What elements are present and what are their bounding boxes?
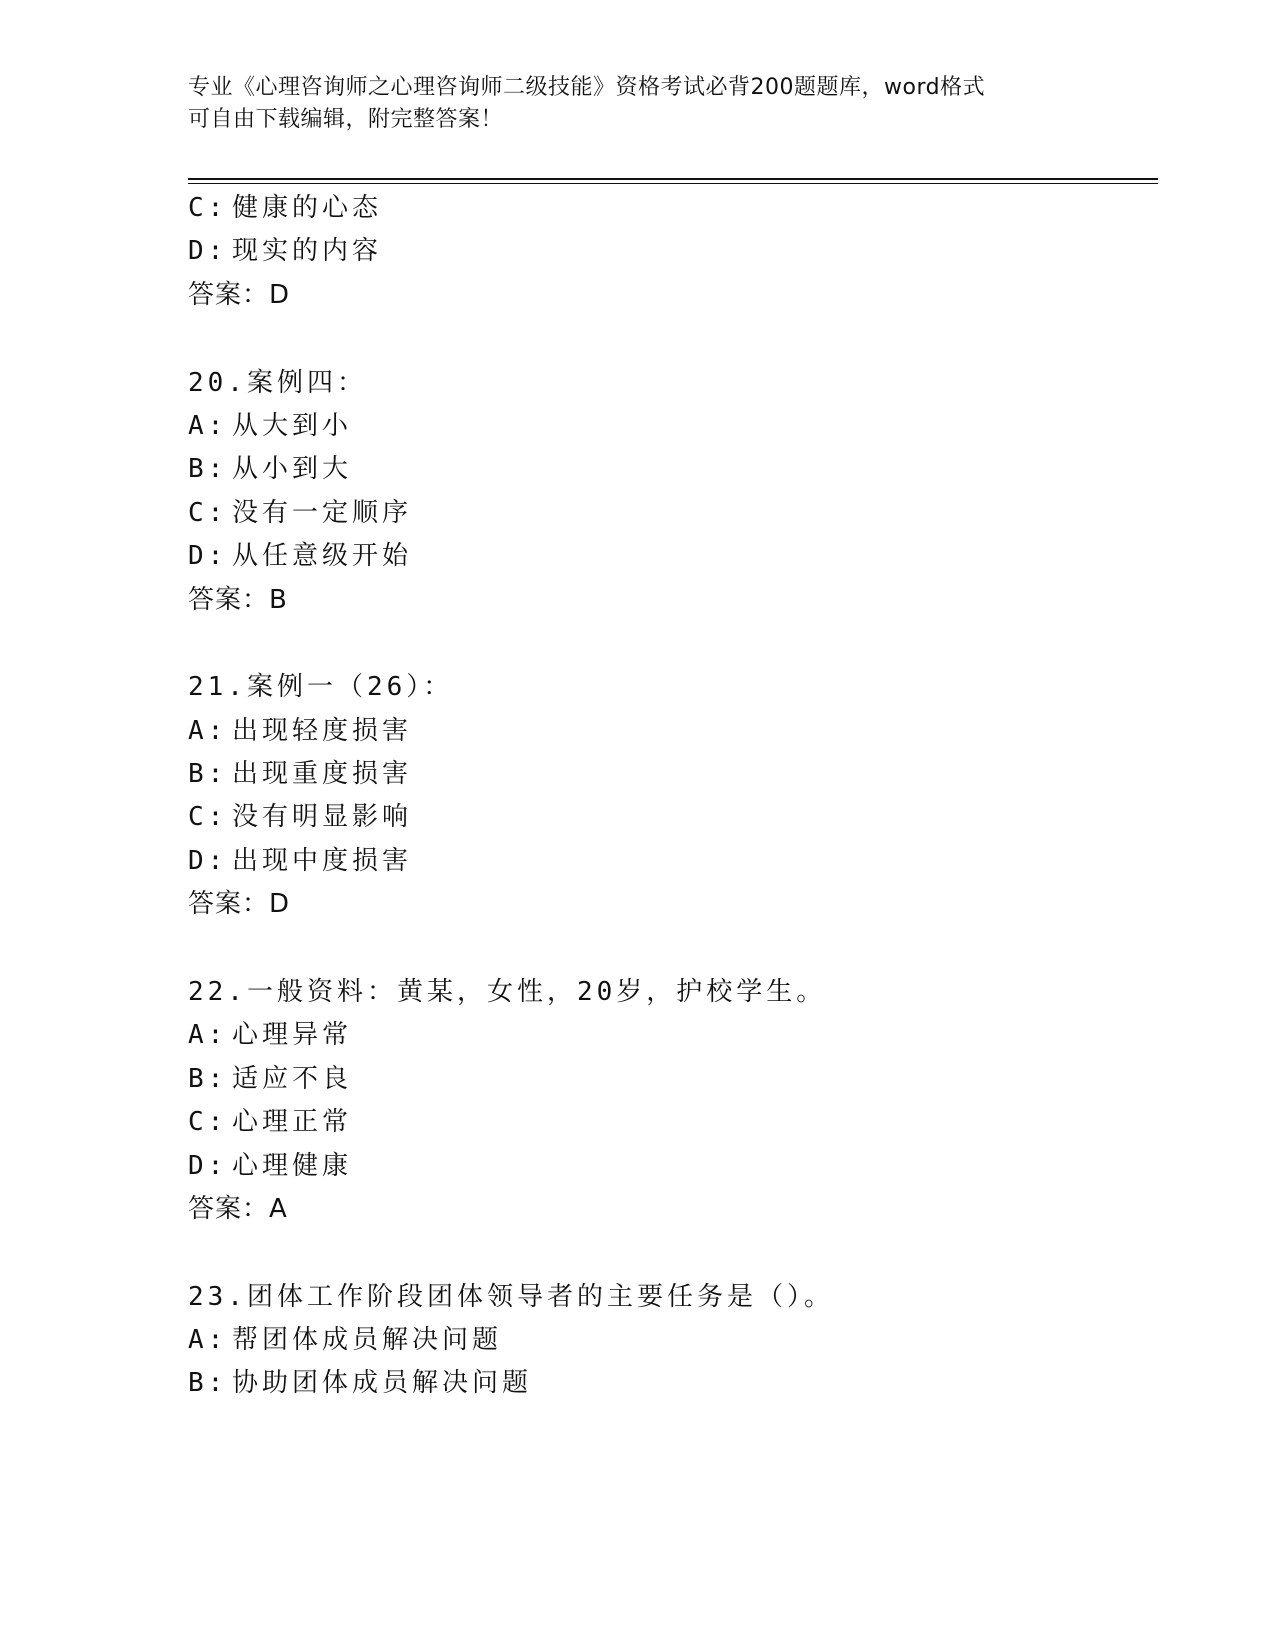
q20-option-a [188,406,352,446]
option-letter: D: [188,1151,228,1181]
option-text: 没有明显影响 [232,802,413,832]
header-divider-thick [188,178,1158,180]
option-letter: B: [188,1064,228,1094]
option-letter: C: [188,1107,228,1137]
option-letter: C: [188,193,228,223]
q22-option-d [188,1146,352,1186]
option-letter: A: [188,1325,228,1355]
q21-answer: 答案：D [188,889,291,919]
q22-option-a [188,1015,352,1055]
q19-answer: 答案：D [188,280,291,310]
option-text: 出现轻度损害 [232,716,413,746]
option-text: 出现中度损害 [232,846,413,876]
q22-option-b [188,1059,352,1099]
q22-stem: 22.一般资料：黄某，女性，20岁，护校学生。 [188,977,827,1007]
header-line-1: 专业《心理咨询师之心理咨询师二级技能》资格考试必背200题题库，word格式 [188,75,986,100]
q20-option-d [188,536,412,576]
option-text: 从小到大 [232,454,353,484]
option-text: 从任意级开始 [232,541,413,571]
option-letter: B: [188,454,228,484]
q19-option-c [188,188,382,228]
option-text: 协助团体成员解决问题 [232,1368,533,1398]
option-text: 现实的内容 [232,236,383,266]
option-letter: A: [188,411,228,441]
q22-answer: 答案：A [188,1194,288,1224]
option-text: 适应不良 [232,1064,353,1094]
q20-option-b [188,449,352,489]
q23-option-a [188,1320,502,1360]
option-letter: D: [188,236,228,266]
q22-option-c [188,1102,352,1142]
option-letter: B: [188,1368,228,1398]
q23-stem: 23.团体工作阶段团体领导者的主要任务是（）。 [188,1282,834,1312]
option-text: 出现重度损害 [232,759,413,789]
document-header [188,72,1068,136]
q21-option-a [188,711,412,751]
q19-option-d [188,231,382,271]
option-letter: C: [188,802,228,832]
q21-option-b [188,754,412,794]
option-letter: D: [188,846,228,876]
option-letter: A: [188,1020,228,1050]
option-text: 从大到小 [232,411,353,441]
header-divider-thin [188,183,1158,184]
q20-option-c [188,493,412,533]
option-text: 心理健康 [232,1151,353,1181]
q21-option-d [188,841,412,881]
option-text: 心理正常 [232,1107,353,1137]
option-letter: C: [188,498,228,528]
option-text: 没有一定顺序 [232,498,413,528]
option-text: 心理异常 [232,1020,353,1050]
q21-option-c [188,797,412,837]
q20-answer: 答案：B [188,585,288,615]
option-letter: B: [188,759,228,789]
option-letter: D: [188,541,228,571]
q21-stem: 21.案例一（26）： [188,672,454,702]
option-letter: A: [188,716,228,746]
q23-option-b [188,1363,532,1403]
q20-stem: 20.案例四： [188,368,367,398]
option-text: 帮团体成员解决问题 [232,1325,503,1355]
option-text: 健康的心态 [232,193,383,223]
header-line-2: 可自由下载编辑，附完整答案！ [188,107,504,132]
